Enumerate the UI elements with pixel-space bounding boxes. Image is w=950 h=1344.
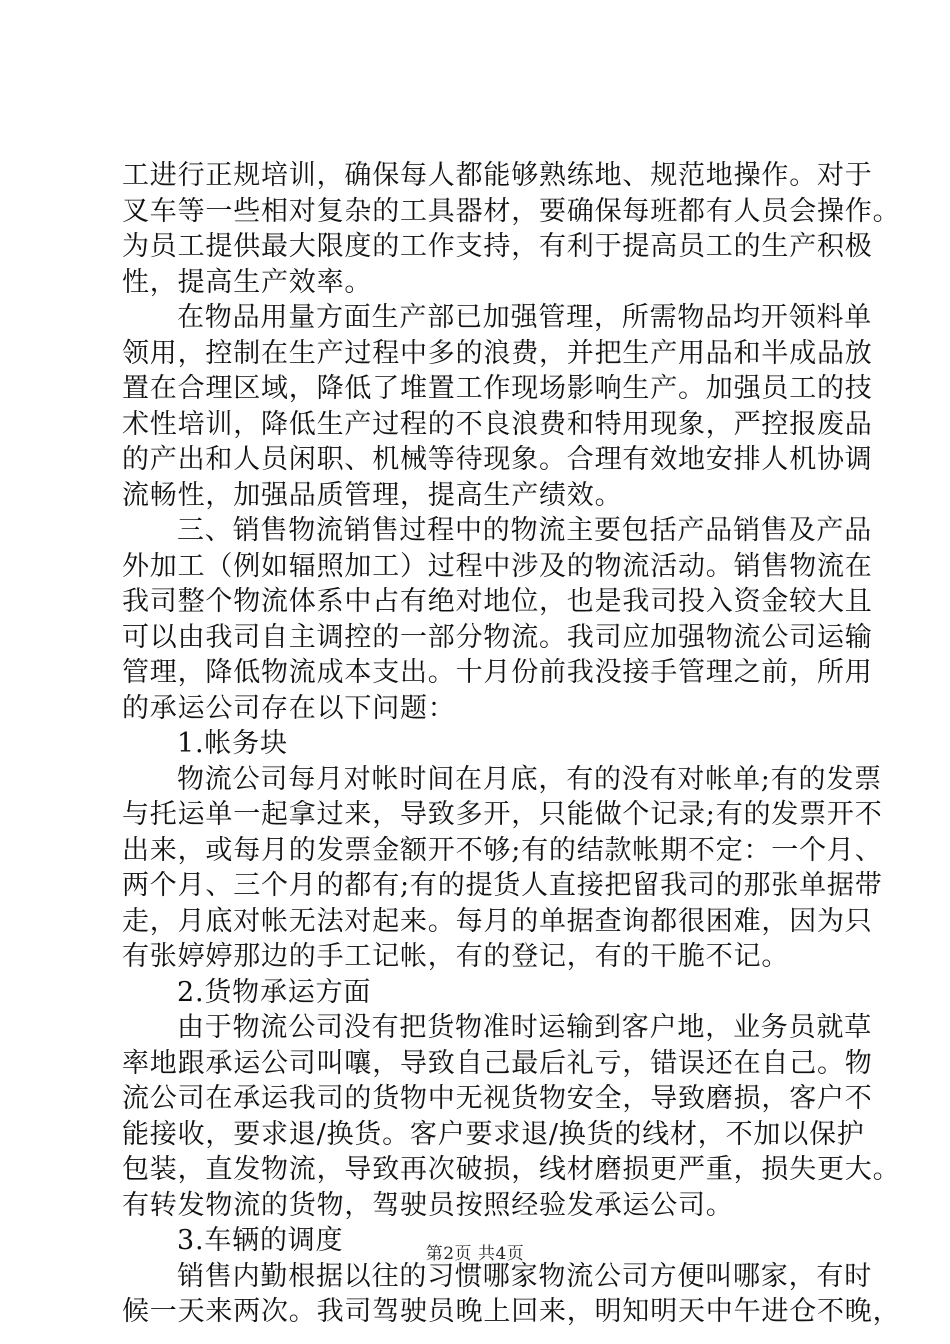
text-line: 能接收，要求退/换货。客户要求退/换货的线材，不加以保护 xyxy=(122,1118,865,1150)
text-line: 叉车等一些相对复杂的工具器材，要确保每班都有人员会操作。 xyxy=(122,195,901,227)
text-line: 出来，或每月的发票金额开不够;有的结款帐期不定：一个月、 xyxy=(122,834,883,866)
text-line: 领用，控制在生产过程中多的浪费，并把生产用品和半成品放 xyxy=(122,337,873,369)
text-line: 流畅性，加强品质管理，提高生产绩效。 xyxy=(122,479,623,511)
page-footer: 第2页 共4页 xyxy=(425,1244,525,1264)
text-line: 的产出和人员闲职、机械等待现象。合理有效地安排人机协调 xyxy=(122,444,873,475)
text-line: 工进行正规培训，确保每人都能够熟练地、规范地操作。对于 xyxy=(122,160,873,191)
text-line: 两个月、三个月的都有;有的提货人直接把留我司的那张单据带 xyxy=(122,870,883,901)
text-line: 率地跟承运公司叫嚷，导致自己最后礼亏，错误还在自己。物 xyxy=(122,1047,873,1079)
text-line: 2.货物承运方面 xyxy=(177,976,372,1008)
text-line: 销售内勤根据以往的习惯哪家物流公司方便叫哪家，有时 xyxy=(177,1260,872,1292)
body-text xyxy=(122,158,901,1330)
text-line: 包装，直发物流，导致再次破损，线材磨损更严重，损失更大。 xyxy=(122,1154,901,1185)
text-line: 走，月底对帐无法对起来。每月的单据查询都很困难，因为只 xyxy=(122,905,873,937)
text-line: 物流公司每月对帐时间在月底，有的没有对帐单;有的发票 xyxy=(177,763,882,795)
text-line: 由于物流公司没有把货物准时运输到客户地，业务员就草 xyxy=(177,1012,872,1043)
text-line: 我司整个物流体系中占有绝对地位，也是我司投入资金较大且 xyxy=(122,586,873,617)
text-line: 为员工提供最大限度的工作支持，有利于提高员工的生产积极 xyxy=(122,231,873,262)
text-line: 可以由我司自主调控的一部分物流。我司应加强物流公司运输 xyxy=(122,621,873,653)
text-line: 管理，降低物流成本支出。十月份前我没接手管理之前，所用 xyxy=(122,657,873,688)
text-line: 1.帐务块 xyxy=(177,728,288,759)
text-line: 候一天来两次。我司驾驶员晚上回来，明知明天中午进仓不晚， xyxy=(122,1296,901,1327)
text-line: 的承运公司存在以下问题： xyxy=(122,692,456,724)
text-line: 三、销售物流销售过程中的物流主要包括产品销售及产品 xyxy=(177,515,872,546)
text-line: 在物品用量方面生产部已加强管理，所需物品均开领料单 xyxy=(177,302,872,333)
text-line: 性，提高生产效率。 xyxy=(122,266,373,298)
text-line: 术性培训，降低生产过程的不良浪费和特用现象，严控报废品 xyxy=(122,408,873,440)
text-line: 有转发物流的货物，驾驶员按照经验发承运公司。 xyxy=(122,1189,734,1221)
text-line: 与托运单一起拿过来，导致多开，只能做个记录;有的发票开不 xyxy=(122,799,883,830)
text-line: 置在合理区域，降低了堆置工作现场影响生产。加强员工的技 xyxy=(122,373,873,404)
text-line: 流公司在承运我司的货物中无视货物安全，导致磨损，客户不 xyxy=(122,1083,873,1114)
text-line: 3.车辆的调度 xyxy=(177,1225,344,1256)
text-line: 有张婷婷那边的手工记帐，有的登记，有的干脆不记。 xyxy=(122,941,790,972)
text-line: 外加工（例如辐照加工）过程中涉及的物流活动。销售物流在 xyxy=(122,550,873,582)
